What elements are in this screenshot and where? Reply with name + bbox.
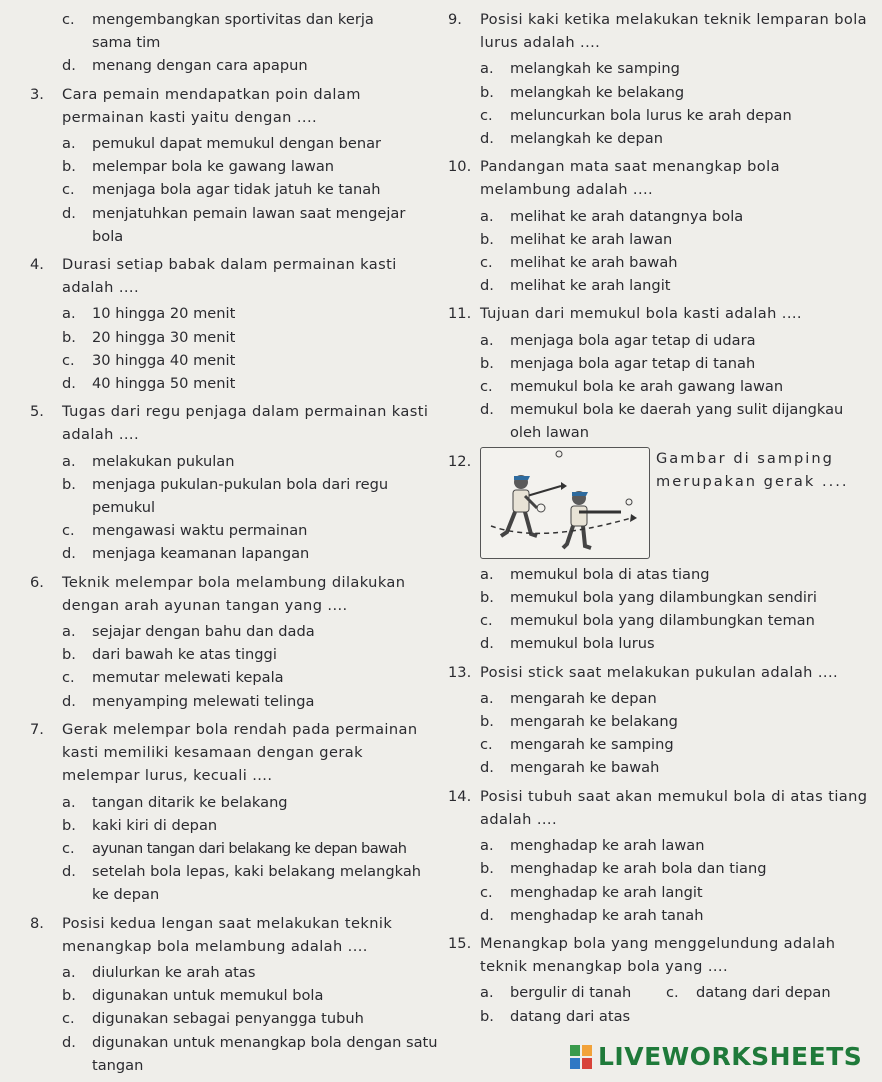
option-text: mengarah ke belakang: [510, 713, 678, 731]
question-number: 5.: [30, 403, 44, 421]
option-text: 20 hingga 30 menit: [92, 328, 236, 346]
option-text: menghadap ke arah tanah: [510, 906, 704, 924]
option-c[interactable]: [448, 375, 868, 398]
question-text: Posisi stick saat melakukan pukulan adalah ....: [480, 663, 839, 681]
option-letter: a.: [62, 135, 76, 153]
option-letter: a.: [62, 623, 76, 641]
option-text: mengarah ke samping: [510, 736, 674, 754]
right-column: [448, 8, 868, 1028]
option-text: pemukul dapat memukul dengan benar: [92, 135, 382, 153]
option-text: memukul bola lurus: [510, 635, 655, 653]
option-letter: d.: [62, 57, 76, 75]
question-10: [448, 155, 868, 201]
option-letter: b.: [480, 354, 494, 372]
option-a[interactable]: [30, 450, 440, 473]
option-text: mengembangkan sportivitas dan kerja: [92, 11, 374, 28]
option-c[interactable]: [448, 881, 868, 904]
option-text: tangan ditarik ke belakang: [92, 793, 288, 811]
question-number: 4.: [30, 256, 44, 274]
option-text: melihat ke arah langit: [510, 277, 671, 295]
option-d[interactable]: [448, 756, 868, 779]
option-letter: [62, 31, 92, 54]
question-text: Menangkap bola yang menggelundung adalah teknik menangkap bola yang ....: [480, 934, 836, 976]
option-text: 40 hingga 50 menit: [92, 375, 236, 393]
option-text: sama tim: [92, 34, 161, 52]
option-letter: b.: [62, 158, 76, 176]
option-text: melakukan pukulan: [92, 452, 235, 470]
option-letter: d.: [62, 545, 76, 563]
option-letter: b.: [480, 860, 494, 878]
option-c[interactable]: [448, 251, 868, 274]
question-number: 15.: [448, 934, 472, 952]
option-letter: c.: [480, 612, 493, 630]
option: [30, 31, 440, 54]
option-letter: c.: [480, 736, 493, 754]
question-15-options-row-1: [448, 981, 868, 1004]
option-text: 30 hingga 40 menit: [92, 351, 236, 369]
question-number: 3.: [30, 85, 44, 103]
option-letter: a.: [62, 452, 76, 470]
option-text: menjaga pukulan-pukulan bola dari regu pemukul: [92, 475, 389, 517]
option-letter: a.: [480, 207, 494, 225]
option-letter: b.: [62, 816, 76, 834]
option-c-text[interactable]: datang dari depan: [696, 984, 831, 1002]
watermark-text: LIVEWORKSHEETS: [598, 1042, 863, 1072]
option-c[interactable]: [30, 178, 440, 201]
option-text: dari bawah ke atas tinggi: [92, 646, 277, 664]
option-a[interactable]: [448, 834, 868, 857]
option-c[interactable]: [30, 349, 440, 372]
option-text: memukul bola yang dilambungkan teman: [510, 612, 815, 630]
question-15-options-row-2: [448, 1005, 868, 1028]
option-text: memukul bola di atas tiang: [510, 565, 710, 583]
option-letter: c.: [62, 11, 75, 28]
question-text: Gambar di samping merupakan gerak ....: [656, 449, 849, 491]
option-a[interactable]: [448, 57, 868, 80]
option-letter: d.: [480, 635, 494, 653]
option-letter: b.: [480, 83, 494, 101]
option-letter: d.: [480, 759, 494, 777]
option-b[interactable]: [30, 814, 440, 837]
option-a[interactable]: [448, 205, 868, 228]
option-b[interactable]: [448, 710, 868, 733]
option-text: menghadap ke arah bola dan tiang: [510, 860, 767, 878]
option-text: mengawasi waktu permainan: [92, 522, 308, 540]
option-letter: d.: [62, 692, 76, 710]
question-number: 12.: [448, 452, 472, 470]
option-d[interactable]: [448, 127, 868, 150]
option-b[interactable]: [30, 984, 440, 1007]
question-text: Tujuan dari memukul bola kasti adalah ....: [480, 305, 802, 323]
option-text: menjaga bola agar tetap di tanah: [510, 354, 756, 372]
question-number: 14.: [448, 787, 472, 805]
question-13-options: [448, 687, 868, 780]
option-b[interactable]: [448, 857, 868, 880]
option-text: menjaga bola agar tetap di udara: [510, 331, 756, 349]
option-letter: a.: [480, 565, 494, 583]
option-c[interactable]: [30, 1007, 440, 1030]
option-text: melangkah ke belakang: [510, 83, 685, 101]
option-text: mengarah ke bawah: [510, 759, 660, 777]
option-letter: d.: [62, 863, 76, 881]
question-number: 7.: [30, 720, 44, 738]
option-letter: b.: [62, 646, 76, 664]
option-d[interactable]: [448, 398, 868, 444]
option-d[interactable]: [30, 542, 440, 565]
option-d[interactable]: [448, 274, 868, 297]
question-3-options: [30, 132, 440, 248]
question-number: 10.: [448, 158, 472, 176]
liveworksheets-watermark: [570, 1039, 870, 1075]
option-c[interactable]: [30, 837, 440, 860]
question-text: Posisi kedua lengan saat melakukan teknik menangkap bola melambung adalah ....: [62, 914, 393, 955]
option-b[interactable]: [30, 155, 440, 178]
question-6: [30, 571, 440, 617]
option-letter: c.: [666, 984, 679, 1002]
option-letter: b.: [480, 713, 494, 731]
option-letter: a.: [480, 837, 494, 855]
question-8-options: [30, 961, 440, 1077]
question-number: 8.: [30, 914, 44, 932]
question-number: 6.: [30, 573, 44, 591]
option-text: sejajar dengan bahu dan dada: [92, 623, 315, 641]
option-letter: b.: [480, 1007, 494, 1025]
option-a[interactable]: [448, 563, 868, 586]
option-letter: a.: [480, 60, 494, 78]
option-letter: b.: [62, 328, 76, 346]
option-text: memutar melewati kepala: [92, 669, 284, 687]
option-letter: a.: [62, 793, 76, 811]
option-d[interactable]: [30, 372, 440, 395]
question-text: Gerak melempar bola rendah pada permainan kasti memiliki kesamaan dengan gerak melempar lurus, kecuali ....: [62, 720, 418, 785]
option-letter: d.: [480, 277, 494, 295]
question-9: [448, 8, 868, 54]
option-letter: a.: [480, 689, 494, 707]
option-letter: d.: [480, 906, 494, 924]
question-9-options: [448, 57, 868, 150]
question-4-options: [30, 302, 440, 395]
question-text: Posisi kaki ketika melakukan teknik lemparan bola lurus adalah ....: [480, 11, 868, 52]
question-number: 11.: [448, 305, 472, 323]
option-d[interactable]: [30, 860, 440, 906]
option-letter: b.: [480, 589, 494, 607]
option-a[interactable]: [30, 132, 440, 155]
question-text: Cara pemain mendapatkan poin dalam permainan kasti yaitu dengan ....: [62, 85, 361, 126]
question-14-options: [448, 834, 868, 927]
option-text: ayunan tangan dari belakang ke depan bawah: [92, 839, 407, 857]
option-b[interactable]: [30, 473, 440, 519]
option-text: mengarah ke depan: [510, 689, 657, 707]
question-10-options: [448, 205, 868, 298]
option-text: melangkah ke samping: [510, 60, 680, 78]
question-14: [448, 785, 868, 831]
question-text: Posisi tubuh saat akan memukul bola di atas tiang adalah ....: [480, 787, 868, 828]
option-text: melihat ke arah datangnya bola: [510, 207, 744, 225]
option-a[interactable]: [448, 329, 868, 352]
option-text: meluncurkan bola lurus ke arah depan: [510, 106, 792, 124]
option-text: memukul bola ke daerah yang sulit dijangkau oleh lawan: [510, 401, 844, 442]
option-letter: c.: [62, 181, 75, 199]
option-text: menang dengan cara apapun: [92, 57, 308, 75]
option-d[interactable]: [30, 690, 440, 713]
option-text: digunakan untuk memukul bola: [92, 987, 324, 1005]
option-letter: d.: [480, 130, 494, 148]
option-c[interactable]: [30, 519, 440, 542]
option-text: melihat ke arah bawah: [510, 254, 678, 272]
question-13: [448, 661, 868, 684]
option-d[interactable]: [30, 202, 440, 248]
option-letter: a.: [62, 305, 76, 323]
question-12-figure-row: [448, 447, 868, 559]
option-text: digunakan sebagai penyangga tubuh: [92, 1010, 364, 1028]
option-c[interactable]: [448, 609, 868, 632]
option-text: setelah bola lepas, kaki belakang melangkah ke depan: [92, 863, 422, 904]
question-number: 9.: [448, 11, 462, 28]
option-letter: b.: [62, 987, 76, 1005]
option-letter: d.: [62, 375, 76, 393]
option-letter: c.: [480, 883, 493, 901]
option-text: menghadap ke arah langit: [510, 883, 703, 901]
left-column: [30, 8, 440, 1082]
option-b[interactable]: [30, 643, 440, 666]
option-text: memukul bola ke arah gawang lawan: [510, 378, 784, 396]
option-d[interactable]: [30, 1031, 440, 1077]
option-d[interactable]: [448, 904, 868, 927]
batting-players-image: [481, 448, 649, 558]
question-11-options: [448, 329, 868, 445]
option-text: memukul bola yang dilambungkan sendiri: [510, 589, 817, 607]
option-letter: c.: [480, 106, 493, 124]
option-text: menghadap ke arah lawan: [510, 837, 705, 855]
question-5: [30, 400, 440, 446]
question-text: Tugas dari regu penjaga dalam permainan kasti adalah ....: [62, 403, 429, 444]
question-5-options: [30, 450, 440, 566]
option-text: melihat ke arah lawan: [510, 230, 673, 248]
option-letter: c.: [62, 522, 75, 540]
option-letter: d.: [62, 1033, 76, 1051]
option-text: melangkah ke depan: [510, 130, 663, 148]
option-letter: a.: [480, 331, 494, 349]
option-c[interactable]: [30, 666, 440, 689]
option-b[interactable]: [448, 228, 868, 251]
option-letter: c.: [62, 839, 75, 857]
option-c[interactable]: [448, 104, 868, 127]
option-a[interactable]: [30, 620, 440, 643]
question-6-options: [30, 620, 440, 713]
option-letter: c.: [480, 254, 493, 272]
option-b[interactable]: [448, 81, 868, 104]
question-3: [30, 83, 440, 129]
option-letter: c.: [62, 1010, 75, 1028]
option-c[interactable]: [448, 733, 868, 756]
option-text: kaki kiri di depan: [92, 816, 218, 834]
option-letter: a.: [62, 963, 76, 981]
option-letter: a.: [480, 984, 494, 1002]
option-text: melempar bola ke gawang lawan: [92, 158, 335, 176]
question-4: [30, 253, 440, 299]
liveworksheets-logo-icon: [570, 1045, 592, 1069]
option-b[interactable]: [30, 326, 440, 349]
ball-top-icon: [556, 451, 562, 457]
option: [30, 54, 440, 77]
option-text: menjaga bola agar tidak jatuh ke tanah: [92, 181, 381, 199]
question-text: Teknik melempar bola melambung dilakukan dengan arah ayunan tangan yang ....: [62, 573, 406, 614]
option-text: diulurkan ke arah atas: [92, 963, 256, 981]
q2-continued-options: [30, 8, 440, 78]
option-a[interactable]: [30, 302, 440, 325]
option-b[interactable]: [448, 352, 868, 375]
option: [30, 8, 440, 31]
option-d[interactable]: [448, 632, 868, 655]
option-a-text[interactable]: bergulir di tanah: [510, 984, 632, 1002]
ball-right-icon: [626, 499, 632, 505]
option-letter: d.: [480, 401, 494, 419]
question-number: 13.: [448, 663, 472, 681]
question-8: [30, 912, 440, 958]
question-12-options: [448, 563, 868, 656]
option-letter: d.: [62, 204, 76, 222]
question-text: Pandangan mata saat menangkap bola melambung adalah ....: [480, 158, 780, 199]
question-7-options: [30, 791, 440, 907]
option-letter: b.: [480, 230, 494, 248]
question-15: [448, 932, 868, 978]
option-letter: c.: [62, 351, 75, 369]
option-text: 10 hingga 20 menit: [92, 305, 236, 323]
option-a[interactable]: [448, 687, 868, 710]
option-text: menjatuhkan pemain lawan saat mengejar bola: [92, 204, 406, 245]
option-letter: c.: [480, 378, 493, 396]
batting-illustration: [480, 447, 650, 559]
option-text: digunakan untuk menangkap bola dengan satu tangan: [92, 1033, 438, 1074]
option-text: menjaga keamanan lapangan: [92, 545, 310, 563]
option-letter: c.: [62, 669, 75, 687]
option-a[interactable]: [30, 791, 440, 814]
option-letter: b.: [62, 475, 76, 493]
option-b-text[interactable]: datang dari atas: [510, 1007, 631, 1025]
option-a[interactable]: [30, 961, 440, 984]
option-text: menyamping melewati telinga: [92, 692, 315, 710]
question-11: [448, 302, 868, 325]
option-b[interactable]: [448, 586, 868, 609]
question-7: [30, 718, 440, 788]
question-text: Durasi setiap babak dalam permainan kasti adalah ....: [62, 256, 397, 297]
